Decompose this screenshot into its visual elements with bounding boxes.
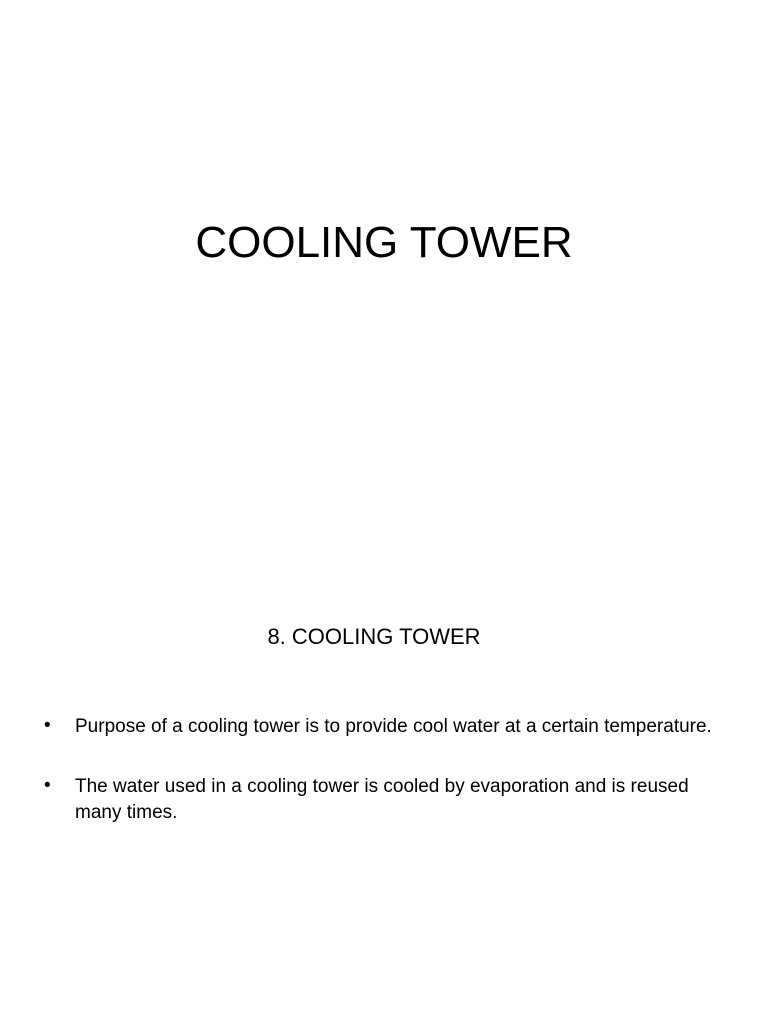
section-heading: 8. COOLING TOWER <box>267 624 481 649</box>
bullet-text: The water used in a cooling tower is cooled by evaporation and is reused many times. <box>75 776 689 823</box>
page-title: COOLING TOWER <box>195 218 573 267</box>
bullet-icon: • <box>44 715 51 736</box>
list-item <box>44 714 724 740</box>
list-item <box>44 774 724 826</box>
bullet-icon: • <box>44 775 51 796</box>
bullet-list <box>44 714 724 860</box>
bullet-text: Purpose of a cooling tower is to provide cool water at a certain temperature. <box>75 716 712 737</box>
